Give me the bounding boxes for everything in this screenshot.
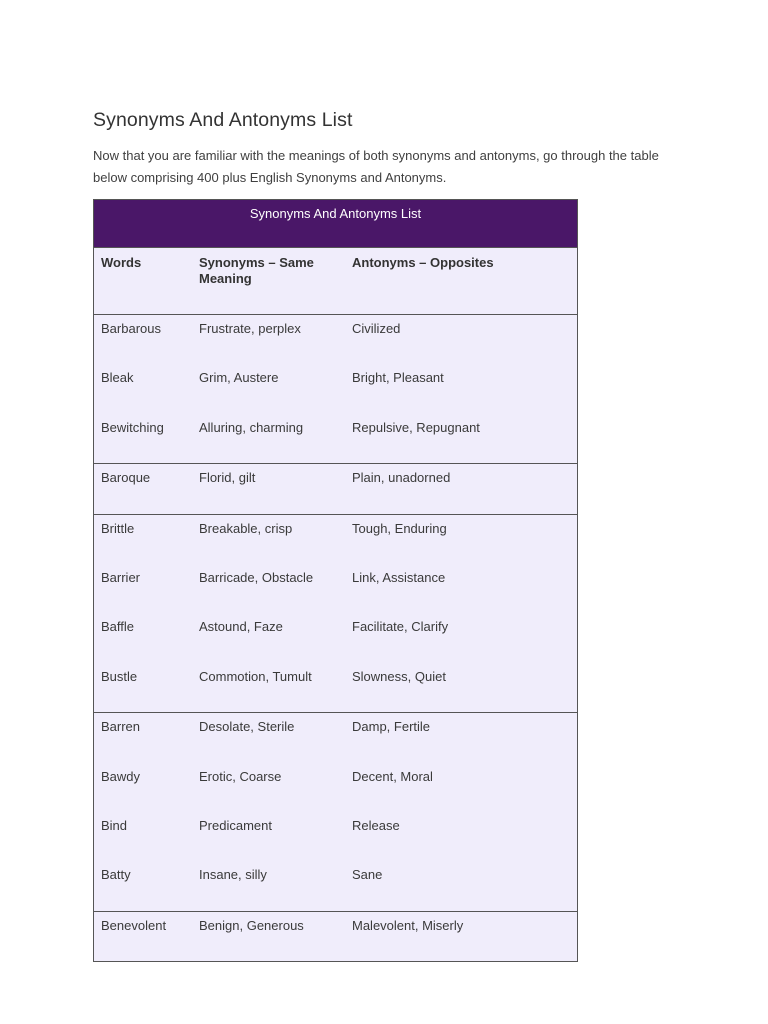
- antonyms-cell: Sane: [352, 867, 383, 883]
- word-cell: Brittle: [101, 520, 135, 536]
- table-row: [94, 515, 577, 564]
- antonyms-cell: Tough, Enduring: [352, 520, 447, 536]
- word-cell: Bewitching: [101, 419, 164, 435]
- synonyms-cell: Erotic, Coarse: [199, 768, 282, 784]
- word-cell: Barren: [101, 719, 141, 735]
- table-row-group: [94, 514, 577, 713]
- table-caption: Synonyms And Antonyms List: [94, 200, 577, 248]
- table-row-group: [94, 463, 577, 513]
- synonyms-cell: Benign, Generous: [199, 917, 304, 933]
- word-cell: Bind: [101, 817, 128, 833]
- table-row: [94, 564, 577, 613]
- synonyms-antonyms-table: [93, 199, 578, 962]
- antonyms-cell: Repulsive, Repugnant: [352, 419, 480, 435]
- antonyms-cell: Link, Assistance: [352, 569, 446, 585]
- table-row-group: [94, 314, 577, 463]
- table-row: [94, 613, 577, 662]
- synonyms-cell: Predicament: [199, 817, 272, 833]
- antonyms-cell: Plain, unadorned: [352, 470, 451, 486]
- table-row: [94, 812, 577, 861]
- intro-paragraph: Now that you are familiar with the meanings of both synonyms and antonyms, go through the table below comprising 400 plus English Synonyms and Antonyms.: [93, 148, 659, 185]
- table-row: [94, 364, 577, 413]
- synonyms-cell: Alluring, charming: [199, 419, 304, 435]
- header-synonyms: Synonyms – Same Meaning: [199, 255, 314, 286]
- word-cell: Benevolent: [101, 917, 167, 933]
- antonyms-cell: Decent, Moral: [352, 768, 433, 784]
- article-content: [93, 106, 673, 189]
- table-row: [94, 464, 577, 513]
- antonyms-cell: Release: [352, 817, 400, 833]
- antonyms-cell: Civilized: [352, 321, 401, 336]
- antonyms-cell: Damp, Fertile: [352, 719, 431, 735]
- synonyms-cell: Florid, gilt: [199, 470, 256, 486]
- antonyms-cell: Bright, Pleasant: [352, 370, 444, 386]
- word-cell: Bustle: [101, 668, 138, 684]
- word-cell: Baroque: [101, 470, 151, 486]
- table-row: [94, 861, 577, 910]
- table-row: [94, 663, 577, 712]
- synonyms-cell: Grim, Austere: [199, 370, 279, 386]
- header-antonyms: Antonyms – Opposites: [352, 255, 494, 270]
- table-row-group: [94, 911, 577, 961]
- table-row: [94, 315, 577, 364]
- word-cell: Batty: [101, 867, 131, 883]
- table-row: [94, 713, 577, 762]
- table-row: [94, 763, 577, 812]
- word-cell: Baffle: [101, 619, 135, 635]
- synonyms-cell: Barricade, Obstacle: [199, 569, 314, 585]
- table-body: [94, 314, 577, 961]
- antonyms-cell: Slowness, Quiet: [352, 668, 446, 684]
- synonyms-cell: Breakable, crisp: [199, 520, 293, 536]
- word-cell: Barrier: [101, 569, 141, 585]
- table-header-row: [94, 248, 577, 314]
- synonyms-cell: Frustrate, perplex: [199, 321, 301, 336]
- table-row-group: [94, 712, 577, 911]
- table-row: [94, 912, 577, 961]
- word-cell: Bawdy: [101, 768, 141, 784]
- header-words: Words: [101, 255, 142, 270]
- synonyms-cell: Astound, Faze: [199, 619, 283, 635]
- synonyms-cell: Insane, silly: [199, 867, 267, 883]
- synonyms-cell: Commotion, Tumult: [199, 668, 312, 684]
- word-cell: Barbarous: [101, 321, 161, 336]
- table-row: [94, 414, 577, 463]
- page-title: Synonyms And Antonyms List: [93, 109, 353, 131]
- antonyms-cell: Facilitate, Clarify: [352, 619, 449, 635]
- synonyms-cell: Desolate, Sterile: [199, 719, 295, 735]
- word-cell: Bleak: [101, 370, 134, 386]
- antonyms-cell: Malevolent, Miserly: [352, 917, 464, 933]
